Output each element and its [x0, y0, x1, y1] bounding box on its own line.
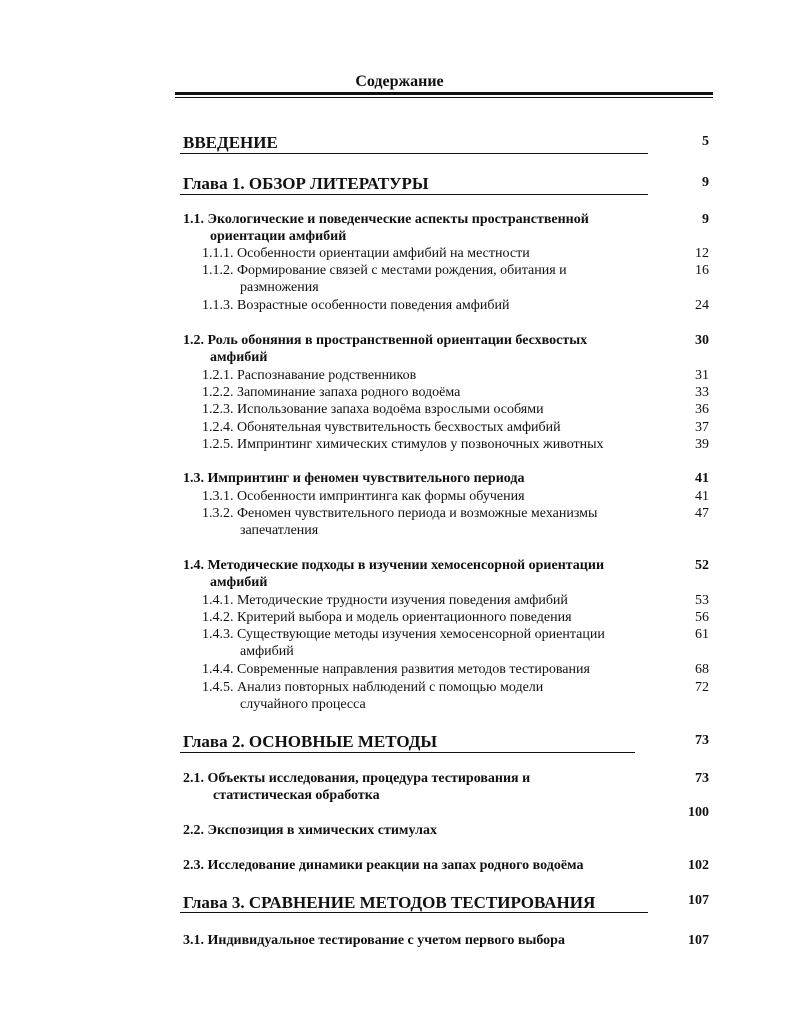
toc-section-2-1-page: 73	[695, 771, 709, 786]
toc-section-3-1-page: 107	[688, 933, 709, 948]
toc-chapter-1: Глава 1. ОБЗОР ЛИТЕРАТУРЫ	[183, 174, 429, 193]
toc-section-1-2-page: 30	[695, 333, 709, 348]
toc-item-1-1-2-page: 16	[695, 263, 709, 278]
divider	[180, 912, 648, 913]
toc-item-1-2-1-page: 31	[695, 368, 709, 383]
toc-item-1-2-1: 1.2.1. Распознавание родственников	[202, 368, 417, 383]
toc-chapter-3-page: 107	[688, 893, 709, 908]
toc-item-1-4-3-cont: амфибий	[240, 644, 294, 659]
toc-item-1-3-2-page: 47	[695, 506, 709, 521]
toc-section-2-2-page: 100	[688, 805, 709, 820]
toc-section-1-3: 1.3. Импринтинг и феномен чувствительного периода	[183, 471, 525, 486]
toc-section-1-3-page: 41	[695, 471, 709, 486]
toc-item-1-1-2-cont: размножения	[240, 280, 319, 295]
title-rule-thin	[175, 97, 713, 98]
toc-item-1-2-4: 1.2.4. Обонятельная чувствительность бесхвостых амфибий	[202, 420, 561, 435]
toc-section-2-3-page: 102	[688, 858, 709, 873]
toc-section-1-4-page: 52	[695, 558, 709, 573]
toc-item-1-4-4: 1.4.4. Современные направления развития методов тестирования	[202, 662, 590, 677]
toc-item-1-4-5-cont: случайного процесса	[240, 697, 366, 712]
toc-section-1-1-page: 9	[702, 212, 709, 227]
toc-item-1-1-1-page: 12	[695, 246, 709, 261]
toc-section-2-3: 2.3. Исследование динамики реакции на запах родного водоёма	[183, 858, 584, 873]
toc-item-1-4-2: 1.4.2. Критерий выбора и модель ориентационного поведения	[202, 610, 572, 625]
toc-item-1-1-1: 1.1.1. Особенности ориентации амфибий на местности	[202, 246, 530, 261]
toc-item-1-4-2-page: 56	[695, 610, 709, 625]
toc-item-1-1-2: 1.1.2. Формирование связей с местами рождения, обитания и	[202, 263, 567, 278]
toc-item-1-4-3-page: 61	[695, 627, 709, 642]
toc-section-1-2-cont: амфибий	[210, 350, 268, 365]
toc-section-2-1-cont: статистическая обработка	[213, 788, 380, 803]
divider	[180, 194, 648, 195]
toc-item-1-4-5: 1.4.5. Анализ повторных наблюдений с помощью модели	[202, 680, 544, 695]
toc-intro-page: 5	[702, 134, 709, 149]
toc-item-1-3-2-cont: запечатления	[240, 523, 319, 538]
toc-item-1-2-3: 1.2.3. Использование запаха водоёма взрослыми особями	[202, 402, 544, 417]
page-title: Содержание	[355, 73, 444, 90]
toc-chapter-2: Глава 2. ОСНОВНЫЕ МЕТОДЫ	[183, 732, 438, 751]
toc-section-2-1: 2.1. Объекты исследования, процедура тестирования и	[183, 771, 531, 786]
toc-section-1-1: 1.1. Экологические и поведенческие аспекты пространственной	[183, 212, 589, 227]
toc-chapter-3: Глава 3. СРАВНЕНИЕ МЕТОДОВ ТЕСТИРОВАНИЯ	[183, 893, 596, 912]
toc-item-1-4-5-page: 72	[695, 680, 709, 695]
toc-item-1-4-1-page: 53	[695, 593, 709, 608]
toc-item-1-3-1-page: 41	[695, 489, 709, 504]
toc-chapter-1-page: 9	[702, 175, 709, 190]
toc-section-1-1-cont: ориентации амфибий	[210, 229, 347, 244]
toc-item-1-2-2: 1.2.2. Запоминание запаха родного водоёма	[202, 385, 461, 400]
toc-item-1-1-3-page: 24	[695, 298, 709, 313]
toc-section-1-4: 1.4. Методические подходы в изучении хемосенсорной ориентации	[183, 558, 605, 573]
toc-intro: ВВЕДЕНИЕ	[183, 133, 278, 152]
toc-section-2-2: 2.2. Экспозиция в химических стимулах	[183, 823, 437, 838]
divider	[180, 153, 648, 154]
toc-section-1-2: 1.2. Роль обоняния в пространственной ориентации бесхвостых	[183, 333, 588, 348]
toc-item-1-2-5: 1.2.5. Импринтинг химических стимулов у позвоночных животных	[202, 437, 604, 452]
toc-item-1-3-1: 1.3.1. Особенности импринтинга как формы обучения	[202, 489, 525, 504]
toc-section-1-4-cont: амфибий	[210, 575, 268, 590]
toc-item-1-4-1: 1.4.1. Методические трудности изучения поведения амфибий	[202, 593, 568, 608]
title-rule-thick	[175, 92, 713, 95]
toc-item-1-2-4-page: 37	[695, 420, 709, 435]
toc-item-1-4-3: 1.4.3. Существующие методы изучения хемосенсорной ориентации	[202, 627, 605, 642]
toc-chapter-2-page: 73	[695, 733, 709, 748]
toc-item-1-2-5-page: 39	[695, 437, 709, 452]
toc-section-3-1: 3.1. Индивидуальное тестирование с учетом первого выбора	[183, 933, 565, 948]
toc-item-1-1-3: 1.1.3. Возрастные особенности поведения амфибий	[202, 298, 510, 313]
toc-item-1-4-4-page: 68	[695, 662, 709, 677]
divider	[180, 752, 635, 753]
toc-item-1-2-2-page: 33	[695, 385, 709, 400]
toc-item-1-3-2: 1.3.2. Феномен чувствительного периода и возможные механизмы	[202, 506, 598, 521]
toc-item-1-2-3-page: 36	[695, 402, 709, 417]
